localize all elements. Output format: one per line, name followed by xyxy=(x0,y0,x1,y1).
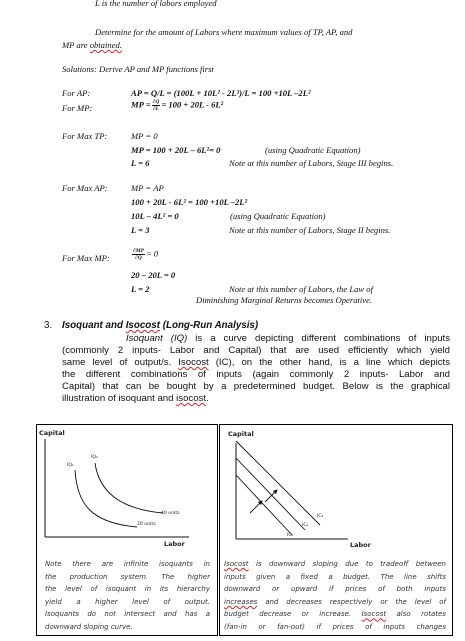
max-tp-line-2: MP = 100 + 20L – 6L²= 0 xyxy=(131,145,221,155)
paragraph-line: illustration of isoquant and isocost. xyxy=(62,393,209,404)
max-ap-line-4: L = 3 xyxy=(131,225,150,235)
max-ap-line-3: 10L – 4L² = 0 xyxy=(131,211,179,221)
paragraph-line: same level of output/s. Isocost (IC), on the other hand, is a line which depicts xyxy=(62,357,450,368)
max-tp-line-3-note: Note at this number of Labors, Stage III begins. xyxy=(229,158,394,168)
shift-arrow-1 xyxy=(250,501,262,513)
ap-equation: AP = Q/L = (100L + 10L² - 2L³)/L = 100 +10L –2L² xyxy=(131,88,311,98)
max-tp-line-1: MP = 0 xyxy=(131,131,158,141)
max-ap-label: For Max AP: xyxy=(62,183,108,193)
caption-line: downward sloping curve. xyxy=(45,622,133,631)
shift-arrow-2 xyxy=(265,490,277,502)
for-ap-label: For AP: xyxy=(62,88,91,98)
caption-line: Isoquants do not intersect and has a xyxy=(45,610,210,619)
max-mp-label: For Max MP: xyxy=(62,253,110,263)
iq2-label: IQ₂ xyxy=(91,455,98,460)
solutions-line: Solutions: Derive AP and MP functions first xyxy=(62,64,214,74)
max-tp-line-3: L = 6 xyxy=(131,158,150,168)
isocost-line-ic1 xyxy=(236,475,292,535)
max-ap-line-4-note: Note at this number of Labors, Stage II begins. xyxy=(229,225,391,235)
mp-equation: MP = $\frac{\partial Q}{\partial L}$ = 100 + 20L - 6L² xyxy=(131,99,224,112)
caption-line: increases and decreases respectively or the level of xyxy=(224,597,446,606)
caption-line: Note there are infinite isoquants in xyxy=(45,560,210,568)
isocost-y-label: Capital xyxy=(228,430,254,438)
isocost-line-ic3 xyxy=(236,441,320,525)
isocost-caption xyxy=(224,558,446,634)
caption-line: the production system. The higher xyxy=(45,572,210,581)
isocost-figure xyxy=(219,424,453,636)
label-40-units: 40 units xyxy=(161,511,180,516)
max-mp-line-3: L = 2 xyxy=(131,284,150,294)
max-ap-line-2: 100 + 20L - 6L² = 100 +10L –2L² xyxy=(131,197,248,207)
iq1-label: IQ₁ xyxy=(67,463,74,468)
isoquant-curve-iq2 xyxy=(95,463,163,513)
isoquant-x-label: Labor xyxy=(164,540,185,548)
max-ap-line-1: MP = AP xyxy=(131,183,164,193)
caption-line: budget decrease or increase. Isocost also rotates xyxy=(224,610,446,619)
for-mp-label: For MP: xyxy=(62,103,93,113)
caption-line: inputs given a fixed a budget. The line shifts xyxy=(224,572,446,581)
label-20-units: 20 units xyxy=(137,522,156,527)
max-mp-note-1: Note at this number of Labors, the Law of xyxy=(229,284,373,294)
max-ap-line-3-note: (using Quadratic Equation) xyxy=(230,211,326,221)
max-mp-note-2: Diminishing Marginal Returns becomes Operative. xyxy=(196,295,373,305)
caption-line: downward or upward if prices of both inputs xyxy=(224,585,446,594)
caption-line: the level of isoquant in its hierarchy xyxy=(45,585,210,594)
ic1-label: IC₁ xyxy=(287,533,294,538)
top-line: L is the number of labors employed xyxy=(95,0,217,8)
max-tp-line-2-note: (using Quadratic Equation) xyxy=(265,145,361,155)
determine-line-2: MP are obtained. xyxy=(62,40,122,50)
caption-line: yield a higher level of output. xyxy=(45,597,210,606)
isoquant-curve-iq1 xyxy=(75,470,137,527)
paragraph-line: (commonly 2 inputs- Labor and Capital) that are used efficiently which yield xyxy=(62,345,450,356)
max-mp-line-2: 20 – 20L = 0 xyxy=(131,270,176,280)
paragraph-line: the different combinations of inputs (again commonly 2 inputs- Labor and xyxy=(62,369,450,380)
max-mp-fraction: $\frac{\partial MP}{\partial Q}$ xyxy=(133,248,144,261)
section-3-paragraph xyxy=(62,333,450,405)
caption-line: (fan-in or fan-out) if prices of inputs changes xyxy=(224,622,446,631)
isoquant-graph xyxy=(37,425,217,553)
isoquant-y-label: Capital xyxy=(39,429,65,437)
max-mp-line-1: $\frac{\partial MP}{\partial Q}$ = 0 xyxy=(133,248,159,261)
mp-fraction: $\frac{\partial Q}{\partial L}$ xyxy=(152,99,160,112)
isocost-x-label: Labor xyxy=(350,541,371,549)
isoquant-figure xyxy=(36,424,218,636)
isocost-graph xyxy=(220,425,452,553)
caption-line: Isocost is downward sloping due to tradeoff between xyxy=(224,560,446,568)
section-3-title: Isoquant and Isocost (Long-Run Analysis) xyxy=(62,320,259,331)
isoquant-caption xyxy=(45,558,210,634)
ic2-label: IC₂ xyxy=(302,523,309,528)
isocost-line-ic2 xyxy=(236,458,305,530)
paragraph-line: Isoquant (IQ) is a curve depicting different combinations of inputs xyxy=(125,333,450,344)
determine-line-1: Determine for the amount of Labors where maximum values of TP, AP, and xyxy=(95,27,353,37)
ic3-label: IC₃ xyxy=(317,514,324,519)
section-3-number: 3. xyxy=(44,320,53,331)
paragraph-line: Capital) that can be bought by a predetermined budget. Below is the graphical xyxy=(62,381,450,392)
max-tp-label: For Max TP: xyxy=(62,131,108,141)
